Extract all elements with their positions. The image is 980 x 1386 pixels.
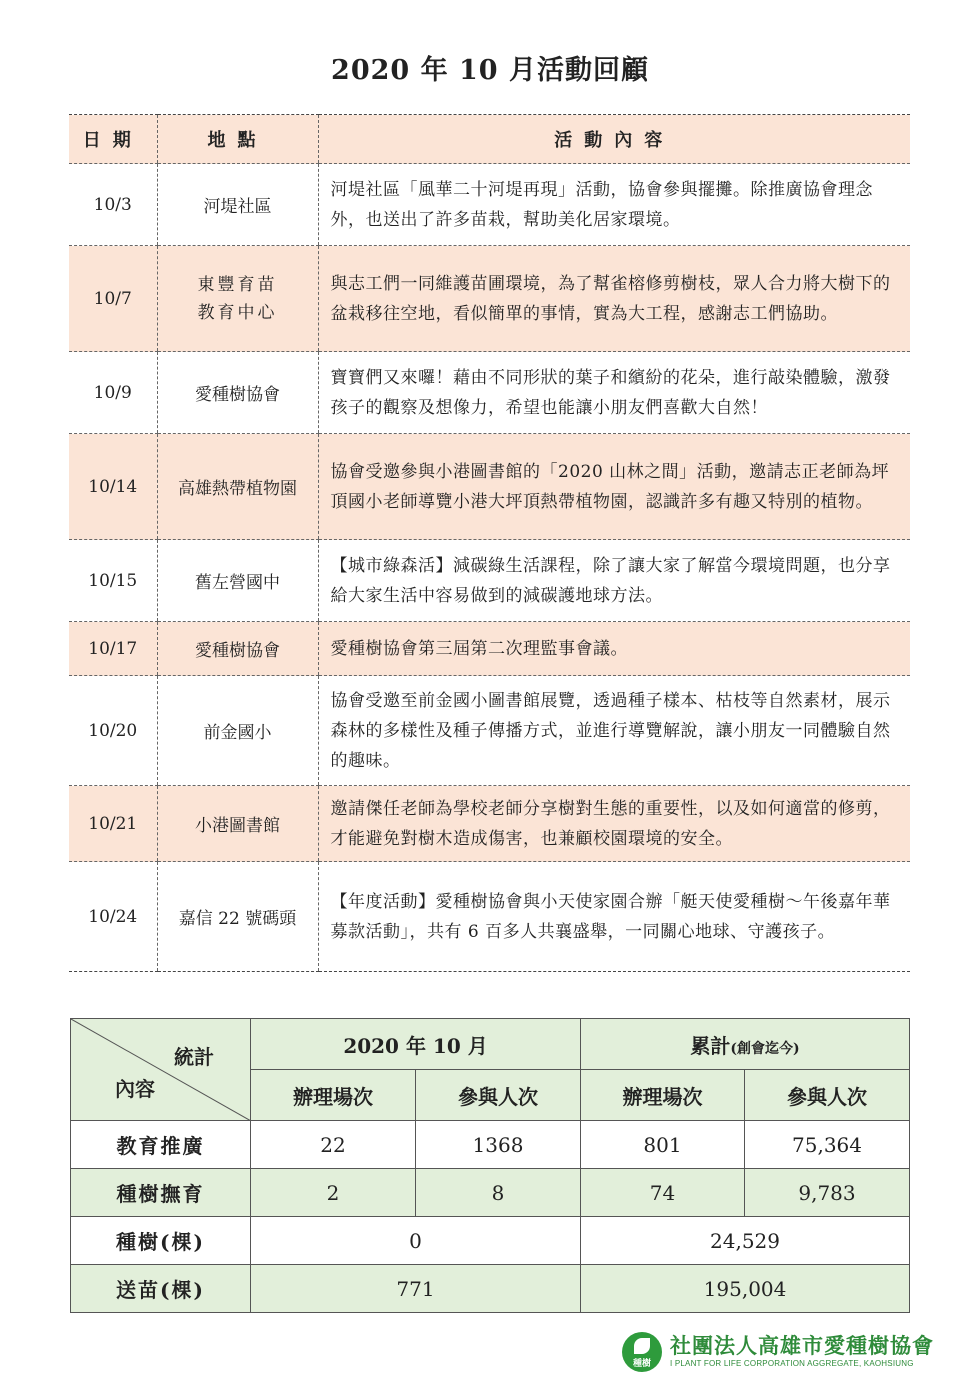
header-place: 地點: [157, 115, 318, 164]
table-row: [71, 1121, 910, 1169]
page-title: 2020 年 10 月活動回顧: [331, 55, 649, 86]
cell-value: 8: [416, 1169, 581, 1217]
table-row: [69, 164, 910, 246]
organization-name: 社團法人高雄市愛種樹協會: [670, 1334, 934, 1358]
activity-content: 【城市綠森活】減碳綠生活課程，除了讓大家了解當今環境問題，也分享給大家生活中容易做到的減碳護地球方法。: [318, 540, 910, 622]
activity-date: 10/9: [69, 352, 157, 434]
group-header-month: 2020 年 10 月: [251, 1019, 581, 1070]
subheader-month-sessions: 辦理場次: [251, 1070, 416, 1121]
activity-place: 前金國小: [157, 676, 318, 786]
cell-value: 2: [251, 1169, 416, 1217]
subheader-total-people: 參與人次: [745, 1070, 910, 1121]
table-row: [69, 676, 910, 786]
activity-content: 河堤社區「風華二十河堤再現」活動，協會參與擺攤。除推廣協會理念外，也送出了許多苗栽，幫助美化居家環境。: [318, 164, 910, 246]
stats-header-row: [71, 1019, 910, 1070]
activity-content: 【年度活動】愛種樹協會與小天使家園合辦「艇天使愛種樹～午後嘉年華募款活動」，共有 6 百多人共襄盛舉，一同關心地球、守護孩子。: [318, 862, 910, 972]
table-row: [69, 862, 910, 972]
corner-diagonal-line: [71, 1019, 251, 1121]
row-label-trees: 種樹(棵): [71, 1217, 251, 1265]
cell-value: 1368: [416, 1121, 581, 1169]
stats-corner-cell: [71, 1019, 251, 1121]
tree-logo-icon: [622, 1332, 662, 1372]
table-row: [69, 540, 910, 622]
activity-date: 10/21: [69, 786, 157, 862]
activity-place: 東豐育苗教育中心: [157, 246, 318, 352]
activity-date: 10/14: [69, 434, 157, 540]
activity-content: 與志工們一同維護苗圃環境，為了幫雀榕修剪樹枝，眾人合力將大樹下的盆栽移往空地，看似簡單的事情，實為大工程，感謝志工們協助。: [318, 246, 910, 352]
group-header-total: 累計(創會迄今): [581, 1019, 910, 1070]
cell-value: 22: [251, 1121, 416, 1169]
subheader-total-sessions: 辦理場次: [581, 1070, 745, 1121]
corner-label-stats: 統計: [174, 1045, 214, 1069]
statistics-table: [70, 1018, 910, 1313]
header-content: 活動內容: [318, 115, 910, 164]
activity-date: 10/3: [69, 164, 157, 246]
table-row: [69, 622, 910, 676]
activity-date: 10/7: [69, 246, 157, 352]
table-row: [69, 434, 910, 540]
subheader-month-people: 參與人次: [416, 1070, 581, 1121]
cell-value: 75,364: [745, 1121, 910, 1169]
cell-value: 24,529: [581, 1217, 910, 1265]
corner-label-content: 內容: [115, 1077, 155, 1101]
row-label-education: 教育推廣: [71, 1121, 251, 1169]
activity-content: 協會受邀參與小港圖書館的「2020 山林之間」活動，邀請志正老師為坪頂國小老師導覽小港大坪頂熱帶植物園，認識許多有趣又特別的植物。: [318, 434, 910, 540]
organization-english-name: I PLANT FOR LIFE CORPORATION AGGREGATE, KAOHSIUNG: [670, 1359, 914, 1368]
activity-date: 10/24: [69, 862, 157, 972]
activity-place: 愛種樹協會: [157, 622, 318, 676]
logo-mark-text: 種樹: [632, 1359, 651, 1369]
cell-value: 195,004: [581, 1265, 910, 1313]
activity-content: 寶寶們又來囉！藉由不同形狀的葉子和繽紛的花朵，進行敲染體驗，激發孩子的觀察及想像力，希望也能讓小朋友們喜歡大自然！: [318, 352, 910, 434]
activity-content: 邀請傑任老師為學校老師分享樹對生態的重要性，以及如何適當的修剪，才能避免對樹木造成傷害，也兼顧校園環境的安全。: [318, 786, 910, 862]
cell-value: 771: [251, 1265, 581, 1313]
organization-logo: [622, 1330, 934, 1378]
row-label-seedlings: 送苗(棵): [71, 1265, 251, 1313]
activity-content: 愛種樹協會第三屆第二次理監事會議。: [318, 622, 910, 676]
activity-place: 嘉信 22 號碼頭: [157, 862, 318, 972]
activity-date: 10/15: [69, 540, 157, 622]
table-row: [69, 352, 910, 434]
table-row: [69, 246, 910, 352]
header-date: 日期: [69, 115, 157, 164]
activity-place: 河堤社區: [157, 164, 318, 246]
activity-place: 小港圖書館: [157, 786, 318, 862]
activity-date: 10/20: [69, 676, 157, 786]
activity-content: 協會受邀至前金國小圖書館展覽，透過種子樣本、枯枝等自然素材，展示森林的多樣性及種子傳播方式，並進行導覽解說，讓小朋友一同體驗自然的趣味。: [318, 676, 910, 786]
group-header-total-note: (創會迄今): [730, 1040, 800, 1057]
activity-place: 高雄熱帶植物園: [157, 434, 318, 540]
cell-value: 801: [581, 1121, 745, 1169]
table-row: [69, 786, 910, 862]
activity-place: 舊左營國中: [157, 540, 318, 622]
activity-table: [69, 114, 910, 972]
row-label-planting-care: 種樹撫育: [71, 1169, 251, 1217]
table-row: [71, 1169, 910, 1217]
table-row: [71, 1265, 910, 1313]
table-row: [71, 1217, 910, 1265]
activity-date: 10/17: [69, 622, 157, 676]
activity-header-row: [69, 115, 910, 164]
cell-value: 74: [581, 1169, 745, 1217]
cell-value: 0: [251, 1217, 581, 1265]
activity-place: 愛種樹協會: [157, 352, 318, 434]
cell-value: 9,783: [745, 1169, 910, 1217]
